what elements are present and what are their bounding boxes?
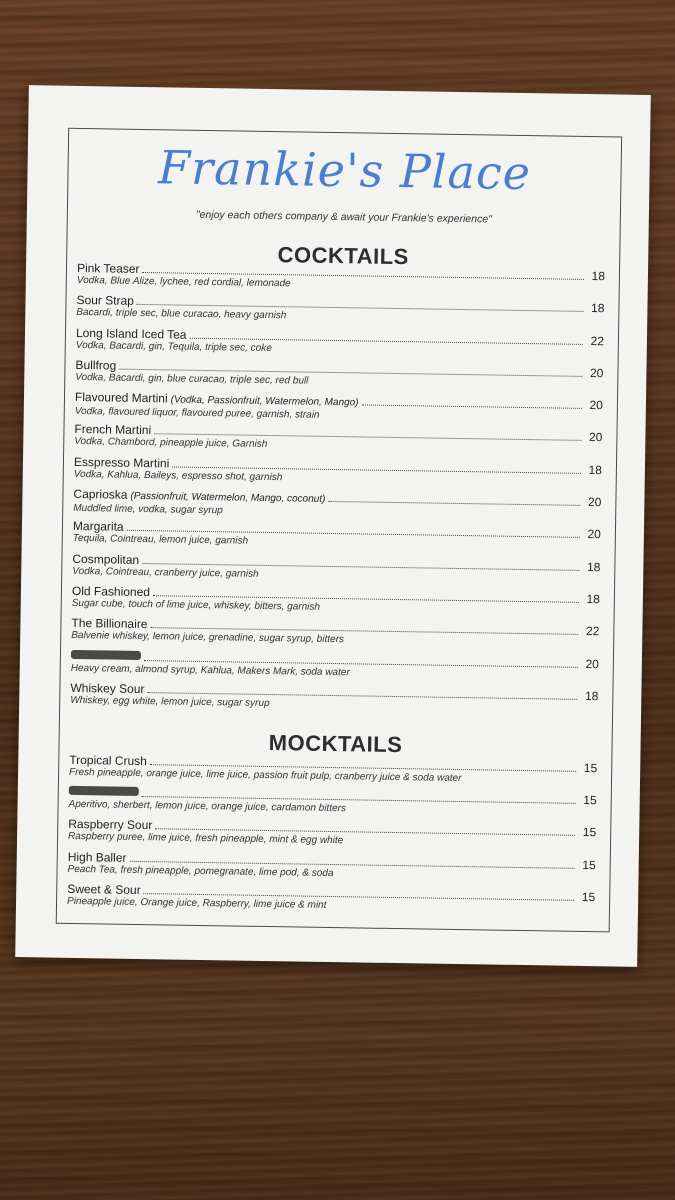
item-price: 18 — [591, 269, 606, 284]
item-price: 15 — [582, 825, 597, 840]
item-description: Vodka, Bacardi, gin, Tequila, triple sec, coke — [75, 339, 272, 354]
item-description: Pineapple juice, Orange juice, Raspberry, lime juice & mint — [66, 895, 327, 911]
mocktails-heading: MOCKTAILS — [268, 730, 403, 758]
item-price: 18 — [584, 688, 599, 704]
menu-item — [67, 882, 595, 922]
menu-tagline: "enjoy each others company & await your Frankie's experience" — [195, 208, 492, 226]
cocktails-list — [70, 261, 605, 721]
redacted-name — [69, 786, 139, 796]
menu-paper — [15, 85, 651, 967]
item-description: Fresh pineapple, orange juice, lime juice, passion fruit pulp, cranberry juice & soda water — [69, 766, 462, 785]
dot-leader — [361, 405, 581, 409]
item-name: Margarita — [72, 519, 124, 535]
item-price: 18 — [586, 559, 601, 574]
item-name: Sweet & Sour — [67, 881, 141, 897]
item-description: Tequila, Cointreau, lemon juice, garnish — [72, 533, 249, 548]
item-name: Pink Teaser — [76, 260, 140, 276]
item-description: Vodka, Blue Alize, lychee, red cordial, lemonade — [76, 274, 291, 290]
item-name: Cosmpolitan — [72, 551, 140, 567]
mocktails-list — [67, 753, 597, 922]
item-description: Bacardi, triple sec, blue curacao, heavy garnish — [76, 307, 287, 322]
item-price: 15 — [582, 857, 596, 872]
item-price: 20 — [589, 398, 604, 413]
item-flavours-note: (Passionfruit, Watermelon, Mango, coconut) — [130, 490, 326, 505]
item-price: 18 — [586, 591, 600, 607]
item-description: Raspberry puree, lime juice, fresh pineapple, mint & egg white — [67, 831, 344, 847]
item-name: Old Fashioned — [71, 583, 151, 600]
cocktails-heading: COCKTAILS — [277, 242, 410, 270]
item-description: Heavy cream, almond syrup, Kahlua, Makers Mark, soda water — [70, 662, 350, 678]
item-description: Vodka, Bacardi, gin, blue curacao, triple sec, red bull — [75, 371, 309, 387]
item-price: 15 — [583, 760, 598, 776]
item-price: 20 — [585, 656, 599, 671]
item-description: Vodka, Cointreau, cranberry juice, garnish — [72, 565, 259, 580]
item-description: Peach Tea, fresh pineapple, pomegranate, lime pod, & soda — [67, 863, 334, 879]
item-name: Bullfrog — [75, 357, 117, 373]
item-description: Whiskey, egg white, lemon juice, sugar syrup — [70, 694, 270, 709]
item-flavours-note: (Vodka, Passionfruit, Watermelon, Mango) — [170, 394, 359, 409]
item-price: 18 — [590, 301, 605, 316]
redacted-name — [71, 649, 141, 659]
item-description: Vodka, Chambord, pineapple juice, Garnish — [74, 436, 268, 451]
item-price: 20 — [587, 495, 602, 510]
menu-item — [70, 681, 598, 722]
item-name — [69, 785, 139, 800]
item-name: Whiskey Sour — [70, 680, 145, 696]
item-price: 22 — [590, 333, 605, 348]
item-name: Sour Strap — [76, 293, 134, 309]
item-name: The Billionaire — [71, 616, 148, 632]
item-name: Long Island Iced Tea — [75, 325, 187, 342]
item-description: Balvenie whiskey, lemon juice, grenadine, sugar syrup, bitters — [71, 630, 345, 646]
item-price: 22 — [585, 624, 600, 639]
item-price: 18 — [588, 462, 603, 477]
item-description: Vodka, flavoured liquor, flavoured puree, garnish, strain — [74, 406, 320, 421]
item-description: Vodka, Kahlua, Baileys, espresso shot, garnish — [73, 468, 283, 483]
item-name: High Baller — [67, 849, 127, 865]
item-price: 20 — [589, 365, 604, 381]
item-name: Flavoured Martini — [74, 390, 168, 406]
item-price: 20 — [587, 527, 602, 542]
item-price: 15 — [581, 889, 596, 904]
item-description: Muddled lime, vodka, sugar syrup — [73, 502, 223, 517]
item-name: Raspberry Sour — [68, 817, 153, 833]
menu-border — [56, 128, 622, 933]
item-price: 20 — [588, 430, 603, 445]
item-description: Aperitivo, sherbert, lemon juice, orange juice, cardamon bitters — [68, 799, 347, 815]
item-name: Esspresso Martini — [73, 454, 170, 471]
item-description: Sugar cube, touch of lime juice, whiskey, bitters, garnish — [71, 597, 321, 613]
item-price: 15 — [583, 793, 597, 808]
item-name — [71, 648, 141, 663]
item-name: French Martini — [74, 422, 152, 438]
item-name: Tropical Crush — [69, 752, 147, 769]
dot-leader — [328, 501, 580, 506]
item-name: Caprioska — [73, 486, 128, 502]
menu-title: Frankie's Place — [157, 140, 532, 201]
